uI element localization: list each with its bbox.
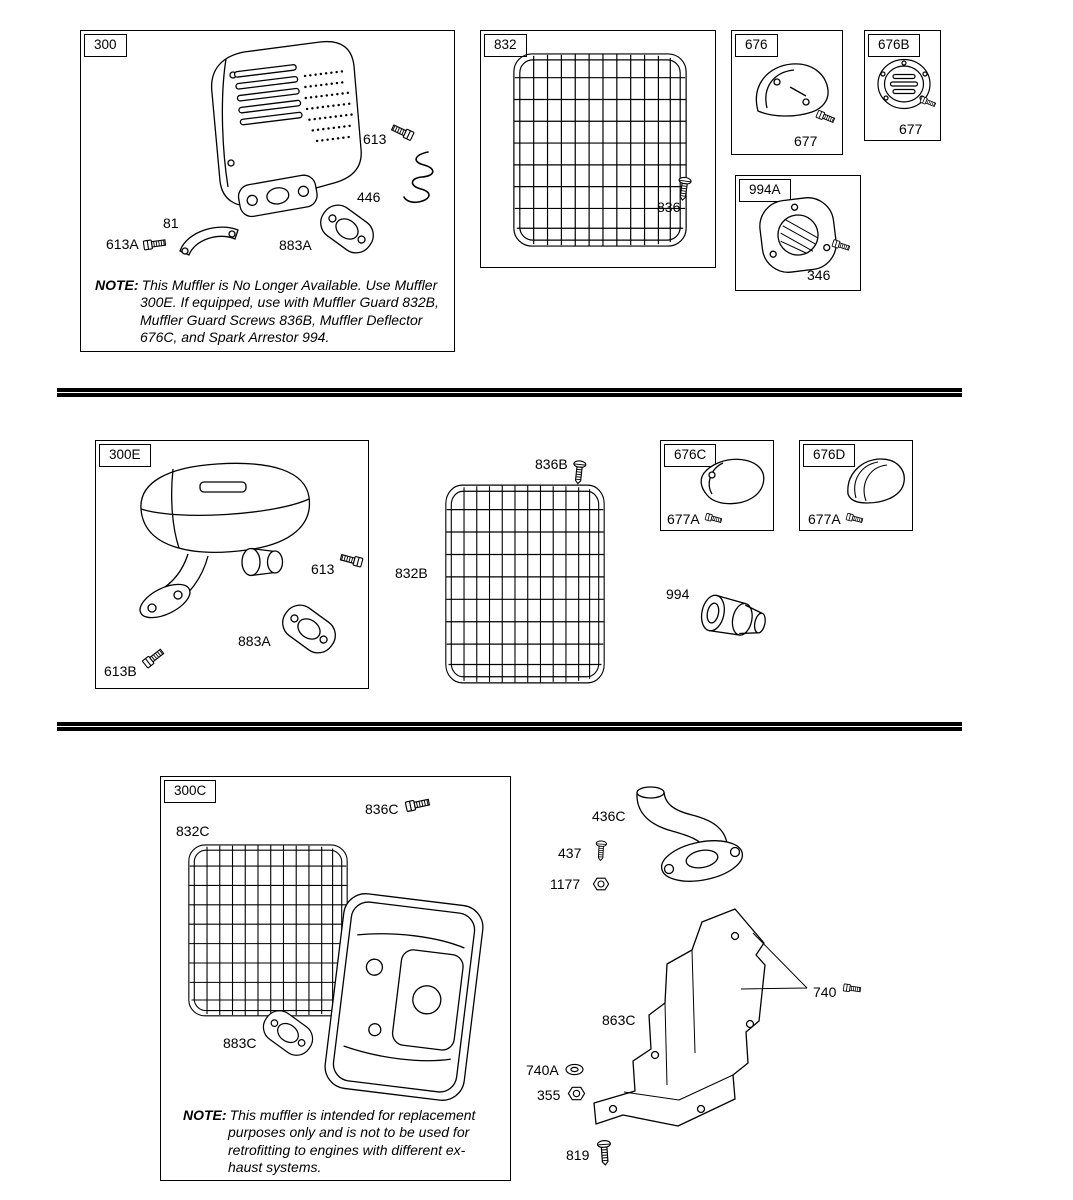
screw-836c-icon xyxy=(404,795,432,815)
callout-994: 994 xyxy=(666,586,690,602)
bolt-613b-icon xyxy=(140,645,167,670)
callout-613: 613 xyxy=(363,131,387,147)
callout-446: 446 xyxy=(357,189,381,205)
panel-muffler-300e xyxy=(95,440,369,689)
note-line-1 xyxy=(95,277,449,294)
note-line-1 xyxy=(183,1107,501,1124)
panel-muffler-300c xyxy=(160,776,511,1181)
panel-deflector-676 xyxy=(731,30,843,155)
callout-740: 740 xyxy=(813,984,837,1000)
note-line-3: Muffler Guard Screws 836B, Muffler Deflector xyxy=(140,311,423,328)
screw-677a-d-icon xyxy=(845,511,864,526)
note-label: NOTE: xyxy=(95,277,139,293)
callout-613b: 613B xyxy=(104,663,137,679)
note-label: NOTE: xyxy=(183,1107,227,1123)
callout-883a: 883A xyxy=(279,237,312,253)
nut-1177-icon xyxy=(593,877,609,891)
panel-300-label: 300 xyxy=(84,34,127,57)
note-line-4: haust systems. xyxy=(228,1159,322,1176)
callout-836: 836 xyxy=(657,199,681,215)
screw-437-icon xyxy=(594,840,607,862)
panel-deflector-676b xyxy=(864,30,941,141)
washer-740a-icon xyxy=(565,1063,584,1076)
panel-deflector-676c xyxy=(660,440,774,531)
retainer-81-drawing xyxy=(171,219,251,265)
callout-836b: 836B xyxy=(535,456,568,472)
note-muffler-300c xyxy=(183,1107,501,1176)
gasket-883a-drawing xyxy=(316,199,378,259)
nut-355-icon xyxy=(568,1086,585,1101)
muffler-300c-drawing xyxy=(307,883,502,1111)
callout-677: 677 xyxy=(794,133,818,149)
panel-muffler-300 xyxy=(80,30,455,352)
callout-883c: 883C xyxy=(223,1035,257,1051)
deflector-676d-drawing xyxy=(842,453,910,509)
spark-arrestor-994-drawing xyxy=(696,586,776,654)
section-divider-1 xyxy=(57,388,962,397)
panel-300c-label: 300C xyxy=(164,780,216,803)
wire-446-drawing xyxy=(384,149,440,207)
muffler-300e-drawing xyxy=(124,455,329,620)
bolt-613-icon xyxy=(389,121,416,143)
callout-819: 819 xyxy=(566,1147,590,1163)
callout-613-middle: 613 xyxy=(311,561,335,577)
panel-676c-label: 676C xyxy=(664,444,716,467)
callout-81: 81 xyxy=(163,215,179,231)
note-muffler-300 xyxy=(95,277,449,346)
deflector-676c-drawing xyxy=(697,453,769,515)
panel-muffler-guard-832 xyxy=(480,30,716,268)
callout-832b: 832B xyxy=(395,565,428,581)
panel-832-label: 832 xyxy=(484,34,527,57)
note-line-4: 676C, and Spark Arrestor 994. xyxy=(140,329,330,346)
bolt-740-icon xyxy=(842,982,861,995)
callout-346: 346 xyxy=(807,267,831,283)
note-line-2: purposes only and is not to be used for xyxy=(228,1124,470,1141)
note-text: This muffler is intended for replacement xyxy=(229,1107,476,1123)
panel-deflector-676d xyxy=(799,440,913,531)
callout-832c: 832C xyxy=(176,823,210,839)
muffler-guard-832b-drawing xyxy=(434,476,616,690)
bolt-819-icon xyxy=(596,1140,613,1166)
exhaust-elbow-436c-drawing xyxy=(622,782,774,888)
panel-300e-label: 300E xyxy=(99,444,151,467)
bolt-613-middle-icon xyxy=(339,550,365,569)
panel-994a-label: 994A xyxy=(739,179,791,202)
callout-677a-d: 677A xyxy=(808,511,841,527)
gasket-883a-middle-drawing xyxy=(278,599,340,659)
callout-883a-middle: 883A xyxy=(238,633,271,649)
callout-355: 355 xyxy=(537,1087,561,1103)
bolt-613a-icon xyxy=(142,235,167,252)
callout-436c: 436C xyxy=(592,808,626,824)
callout-740a: 740A xyxy=(526,1062,559,1078)
callout-677b: 677 xyxy=(899,121,923,137)
panel-676-label: 676 xyxy=(735,34,778,57)
panel-676b-label: 676B xyxy=(868,34,920,57)
section-divider-2 xyxy=(57,722,962,731)
callout-836c: 836C xyxy=(365,801,399,817)
gasket-883c-drawing xyxy=(259,1005,317,1061)
panel-676d-label: 676D xyxy=(803,444,855,467)
muffler-guard-832-drawing xyxy=(501,45,699,253)
panel-spark-arrestor-994a xyxy=(735,175,861,291)
note-text: This Muffler is No Longer Available. Use Muffler xyxy=(141,277,438,293)
callout-863c: 863C xyxy=(602,1012,636,1028)
callout-437: 437 xyxy=(558,845,582,861)
note-line-3: retrofitting to engines with different ex- xyxy=(228,1141,466,1158)
callout-613a: 613A xyxy=(106,236,139,252)
callout-677a: 677A xyxy=(667,511,700,527)
note-line-2: 300E. If equipped, use with Muffler Guard 832B, xyxy=(140,294,439,311)
callout-1177: 1177 xyxy=(550,876,581,892)
